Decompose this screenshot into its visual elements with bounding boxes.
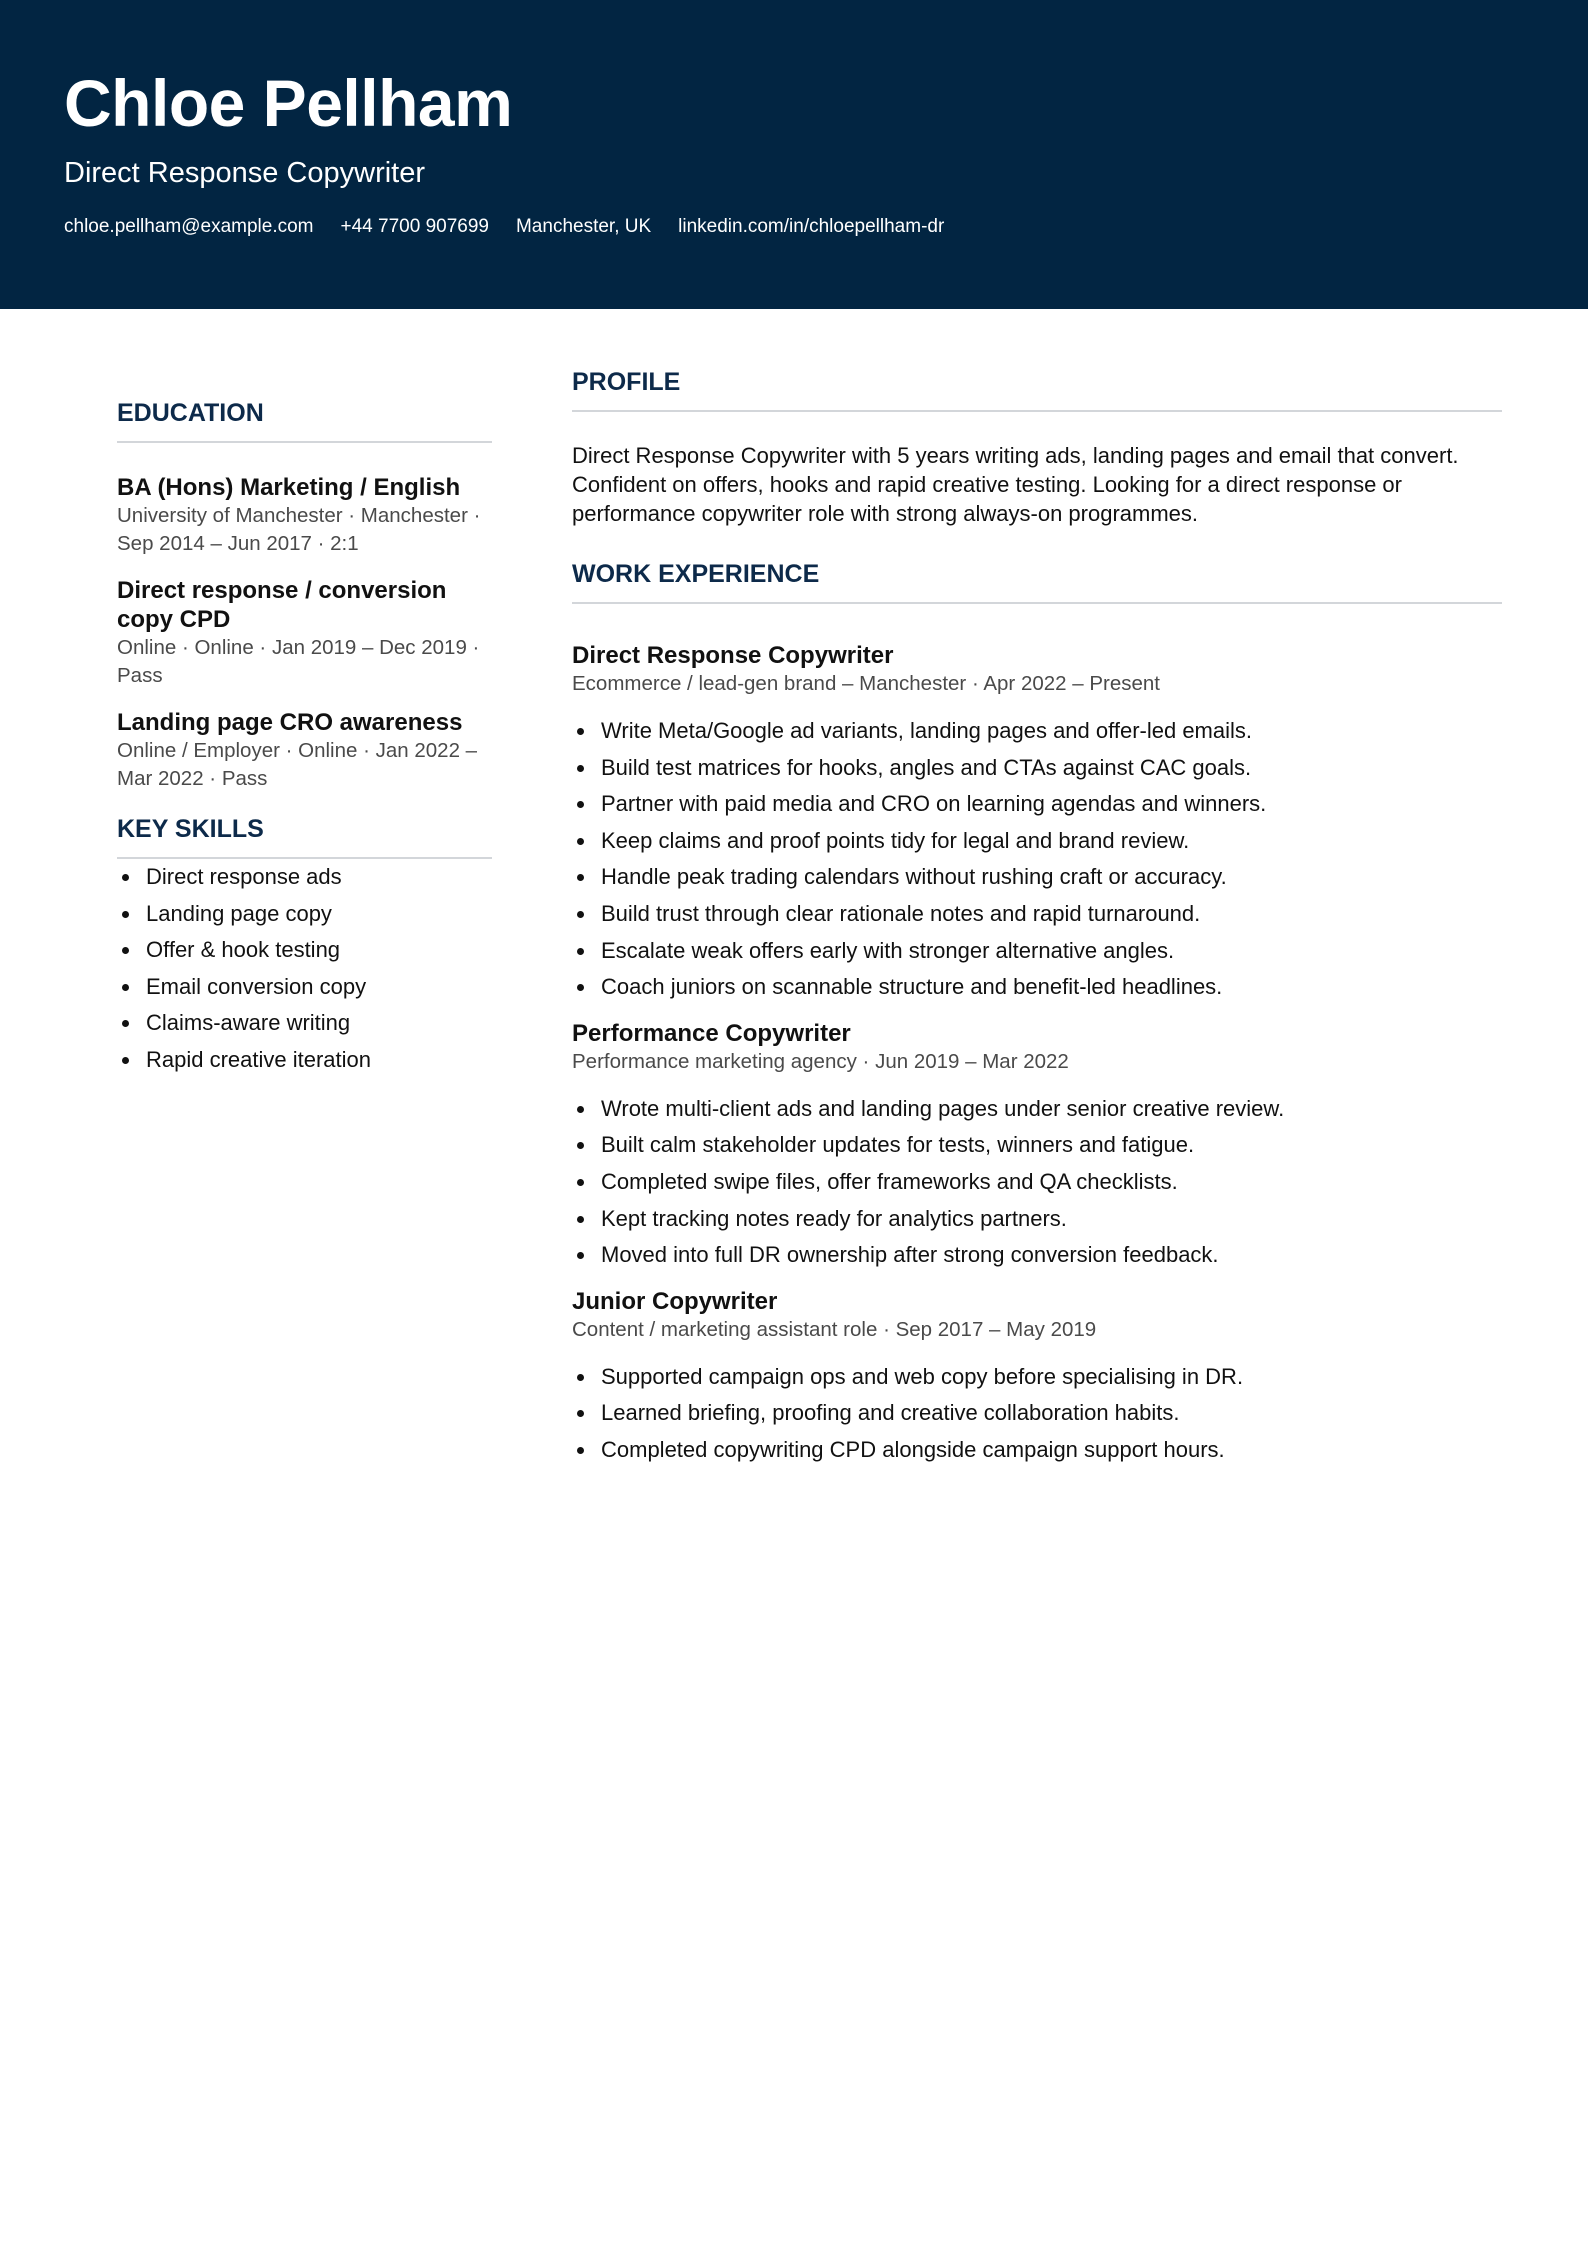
skill-item: Offer & hook testing (117, 932, 492, 969)
job-title: Direct Response Copywriter (572, 642, 894, 669)
experience-list (572, 604, 1502, 1469)
job-bullet: Completed copywriting CPD alongside campaign support hours. (572, 1432, 1502, 1469)
profile-heading: PROFILE (572, 364, 1502, 412)
contact-email: chloe.pellham@example.com (64, 216, 314, 237)
job-bullet: Build trust through clear rationale notes and rapid turnaround. (572, 896, 1502, 933)
skills-heading: KEY SKILLS (117, 811, 492, 859)
contact-linkedin: linkedin.com/in/chloepellham-dr (678, 216, 945, 237)
job-bullets (572, 713, 1502, 1006)
job-bullet: Completed swipe files, offer frameworks and QA checklists. (572, 1164, 1502, 1201)
job-entry (572, 1020, 1502, 1274)
job-meta: Ecommerce / lead-gen brand – Manchester · Apr 2022 – Present (572, 672, 1160, 695)
education-title: BA (Hons) Marketing / English (117, 474, 461, 501)
job-entry (572, 642, 1502, 1006)
education-item (117, 576, 492, 690)
job-bullet: Partner with paid media and CRO on learning agendas and winners. (572, 786, 1502, 823)
resume-header (0, 0, 1588, 309)
contact-location: Manchester, UK (515, 216, 652, 237)
job-bullet: Kept tracking notes ready for analytics partners. (572, 1201, 1502, 1238)
education-item (117, 473, 492, 558)
education-title: Direct response / conversion copy CPD (117, 577, 447, 633)
job-bullet: Escalate weak offers early with stronger alternative angles. (572, 933, 1502, 970)
skill-item: Landing page copy (117, 896, 492, 933)
job-bullets (572, 1359, 1502, 1469)
right-column (572, 364, 1502, 1483)
job-bullet: Supported campaign ops and web copy before specialising in DR. (572, 1359, 1502, 1396)
job-title: Performance Copywriter (572, 1019, 851, 1047)
skill-item: Email conversion copy (117, 969, 492, 1006)
education-item (117, 708, 492, 793)
education-heading: EDUCATION (117, 395, 492, 443)
education-meta: University of Manchester · Manchester · Sep 2014 – Jun 2017 · 2:1 (117, 504, 481, 555)
job-bullet: Coach juniors on scannable structure and benefit-led headlines. (572, 969, 1502, 1006)
education-title: Landing page CRO awareness (117, 709, 463, 736)
skill-item: Rapid creative iteration (117, 1042, 492, 1079)
skill-item: Direct response ads (117, 859, 492, 896)
job-bullet: Write Meta/Google ad variants, landing pages and offer-led emails. (572, 713, 1502, 750)
job-meta: Performance marketing agency · Jun 2019 – Mar 2022 (572, 1049, 1069, 1073)
education-meta: Online · Online · Jan 2019 – Dec 2019 · Pass (117, 636, 480, 687)
education-list (117, 443, 492, 793)
profile-summary: Direct Response Copywriter with 5 years writing ads, landing pages and email that convert. Confident on offers, hooks and rapid creative testing. Looking for a direct response or performance copywriter role with strong always-on programmes. (572, 443, 1459, 526)
skills-list (117, 859, 492, 1079)
job-title: Junior Copywriter (572, 1287, 778, 1315)
skill-item: Claims-aware writing (117, 1005, 492, 1042)
contact-phone: +44 7700 907699 (340, 216, 489, 237)
left-column (117, 395, 492, 1079)
experience-heading: WORK EXPERIENCE (572, 556, 1502, 604)
candidate-name: Chloe Pellham (64, 66, 513, 140)
job-entry (572, 1288, 1502, 1469)
job-bullet: Handle peak trading calendars without rushing craft or accuracy. (572, 859, 1502, 896)
candidate-role: Direct Response Copywriter (64, 157, 426, 189)
job-bullet: Wrote multi-client ads and landing pages under senior creative review. (572, 1091, 1502, 1128)
job-bullet: Moved into full DR ownership after strong conversion feedback. (572, 1237, 1502, 1274)
job-bullets (572, 1091, 1502, 1274)
job-bullet: Keep claims and proof points tidy for legal and brand review. (572, 823, 1502, 860)
job-bullet: Build test matrices for hooks, angles and CTAs against CAC goals. (572, 750, 1502, 787)
job-bullet: Learned briefing, proofing and creative collaboration habits. (572, 1395, 1502, 1432)
education-meta: Online / Employer · Online · Jan 2022 – Mar 2022 · Pass (117, 739, 478, 790)
job-meta: Content / marketing assistant role · Sep 2017 – May 2019 (572, 1317, 1097, 1341)
job-bullet: Built calm stakeholder updates for tests, winners and fatigue. (572, 1127, 1502, 1164)
contact-row (64, 214, 944, 240)
